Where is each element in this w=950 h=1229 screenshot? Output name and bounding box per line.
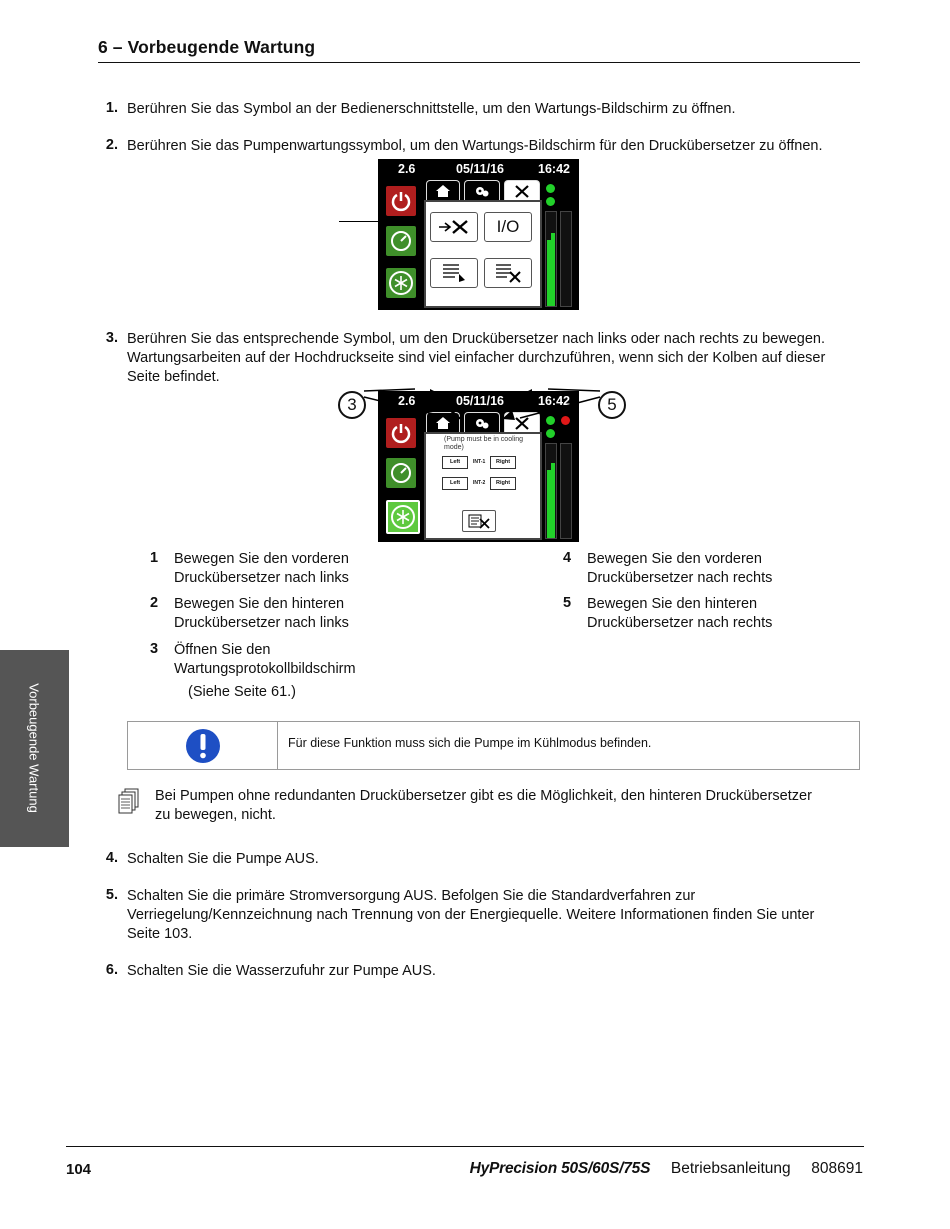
int2-right-button[interactable]: Right — [490, 477, 516, 490]
legend-1-line-2: Druckübersetzer nach links — [174, 570, 349, 586]
legend-3-line-2: Wartungsprotokollbildschirm — [174, 661, 356, 677]
callout-5: 5 — [598, 391, 626, 419]
step-6-text: Schalten Sie die Wasserzufuhr zur Pumpe AUS. — [127, 963, 436, 979]
step-4-text: Schalten Sie die Pumpe AUS. — [127, 851, 319, 867]
note-line-2: zu bewegen, nicht. — [155, 807, 276, 823]
cooling-button[interactable] — [386, 268, 416, 298]
chapter-side-tab — [0, 650, 69, 847]
tab-settings[interactable] — [464, 180, 500, 201]
pump-maintenance-icon — [437, 218, 471, 236]
snowflake-icon — [388, 270, 414, 296]
power-button[interactable] — [386, 186, 416, 216]
io-label: I/O — [496, 217, 520, 236]
footer-divider — [66, 1146, 864, 1147]
status-led — [546, 429, 555, 438]
step-3-line-2: Wartungsarbeiten auf der Hochdruckseite sind viel einfacher durchzuführen, wenn sich der Kolben auf dieser — [127, 350, 826, 366]
maintenance-panel — [424, 200, 542, 308]
io-button[interactable] — [484, 212, 532, 242]
int1-left-button[interactable]: Left — [442, 456, 468, 469]
manual-name: Betriebsanleitung — [670, 1160, 791, 1177]
legend-1-line-1: Bewegen Sie den vorderen — [174, 551, 349, 567]
notice-box — [127, 721, 860, 770]
snowflake-icon — [390, 504, 416, 530]
legend-1-number: 1 — [150, 550, 159, 566]
int2-left-button[interactable]: Left — [442, 477, 468, 490]
screen-time: 16:42 — [538, 162, 570, 176]
screen-time: 16:42 — [538, 394, 570, 408]
status-led — [546, 184, 555, 193]
software-version: 2.6 — [398, 394, 416, 408]
transducer-panel — [424, 432, 542, 540]
maintenance-log-button[interactable] — [484, 258, 532, 288]
page-number: 104 — [66, 1161, 92, 1178]
legend-4-line-2: Druckübersetzer nach rechts — [587, 570, 773, 586]
maintenance-log-icon — [467, 513, 491, 529]
legend-4-number: 4 — [563, 550, 572, 566]
document-number: 808691 — [811, 1160, 863, 1177]
step-5-line-3: Seite 103. — [127, 926, 193, 942]
notice-divider — [277, 722, 278, 769]
legend-2-line-2: Druckübersetzer nach links — [174, 615, 349, 631]
step-5-line-2: Verriegelung/Kennzeichnung nach Trennung von der Energiequelle. Weitere Informationen finden Sie unter — [127, 907, 815, 923]
pump-maintenance-button[interactable] — [430, 212, 478, 242]
product-name: HyPrecision 50S/60S/75S — [469, 1160, 651, 1177]
legend-2-number: 2 — [150, 595, 159, 611]
screen-date: 05/11/16 — [456, 162, 504, 176]
step-3-number: 3. — [105, 330, 118, 346]
step-3-line-1: Berühren Sie das entsprechende Symbol, um den Druckübersetzer nach links oder nach rechts zu bewegen. — [127, 331, 826, 347]
page-title: 6 – Vorbeugende Wartung — [98, 37, 316, 57]
legend-2-line-1: Bewegen Sie den hinteren — [174, 596, 345, 612]
step-4-number: 4. — [105, 850, 118, 866]
callout-3: 3 — [338, 391, 366, 419]
tab-maintenance[interactable] — [504, 180, 540, 201]
gauge-button[interactable] — [386, 458, 416, 488]
legend-4-line-1: Bewegen Sie den vorderen — [587, 551, 762, 567]
level-meter-2 — [560, 443, 572, 539]
power-icon — [389, 189, 413, 213]
note-line-1: Bei Pumpen ohne redundanten Druckübersetzer gibt es die Möglichkeit, den hinteren Druckübersetzer — [155, 788, 812, 804]
log-button[interactable] — [430, 258, 478, 288]
gauge-button[interactable] — [386, 226, 416, 256]
chapter-side-tab-label: Vorbeugende Wartung — [26, 683, 42, 813]
legend-3-page-ref: (Siehe Seite 61.) — [188, 684, 297, 700]
gauge-icon — [389, 461, 413, 485]
int1-right-button[interactable]: Right — [490, 456, 516, 469]
step-5-line-1: Schalten Sie die primäre Stromversorgung AUS. Befolgen Sie die Standardverfahren zur — [127, 888, 696, 904]
level-meter-2 — [560, 211, 572, 307]
callout-leader-lines — [330, 380, 640, 430]
maintenance-log-icon — [493, 262, 523, 284]
header-divider — [98, 62, 860, 63]
step-2-text: Berühren Sie das Pumpenwartungssymbol, um den Wartungs-Bildschirm für den Druckübersetzer zu öffnen. — [127, 138, 823, 154]
legend-5-number: 5 — [563, 595, 572, 611]
cooling-button[interactable] — [386, 500, 420, 534]
tools-icon — [514, 184, 530, 198]
step-2-number: 2. — [105, 137, 118, 153]
level-meter-1 — [545, 211, 557, 307]
maintenance-screen — [378, 159, 579, 310]
legend-5-line-2: Druckübersetzer nach rechts — [587, 615, 773, 631]
step-3-line-3: Seite befindet. — [127, 369, 220, 385]
step-1-text: Berühren Sie das Symbol an der Bedienerschnittstelle, um den Wartungs-Bildschirm zu öffnen. — [127, 101, 736, 117]
step-5-number: 5. — [105, 887, 118, 903]
status-bar — [378, 159, 579, 179]
document-stack-icon — [118, 788, 140, 816]
tab-home[interactable] — [426, 180, 460, 201]
screen-date: 05/11/16 — [456, 394, 504, 408]
legend-3-line-1: Öffnen Sie den — [174, 642, 271, 658]
level-meter-1 — [545, 443, 557, 539]
footer-doc-info — [470, 1160, 863, 1178]
legend-3-number: 3 — [150, 641, 159, 657]
gauge-icon — [389, 229, 413, 253]
legend-5-line-1: Bewegen Sie den hinteren — [587, 596, 758, 612]
software-version: 2.6 — [398, 162, 416, 176]
cooling-notice: (Pump must be in cooling mode) — [444, 436, 523, 451]
status-led — [546, 197, 555, 206]
gears-icon — [474, 184, 490, 198]
home-icon — [435, 184, 451, 198]
notice-text: Für diese Funktion muss sich die Pumpe im Kühlmodus befinden. — [288, 736, 652, 750]
step-1-number: 1. — [105, 100, 118, 116]
int2-label: INT-2 — [473, 480, 486, 486]
int1-label: INT-1 — [473, 459, 486, 465]
maintenance-log-button[interactable] — [462, 510, 496, 532]
log-list-icon — [439, 262, 469, 284]
step-6-number: 6. — [105, 962, 118, 978]
exclamation-icon — [185, 728, 221, 764]
